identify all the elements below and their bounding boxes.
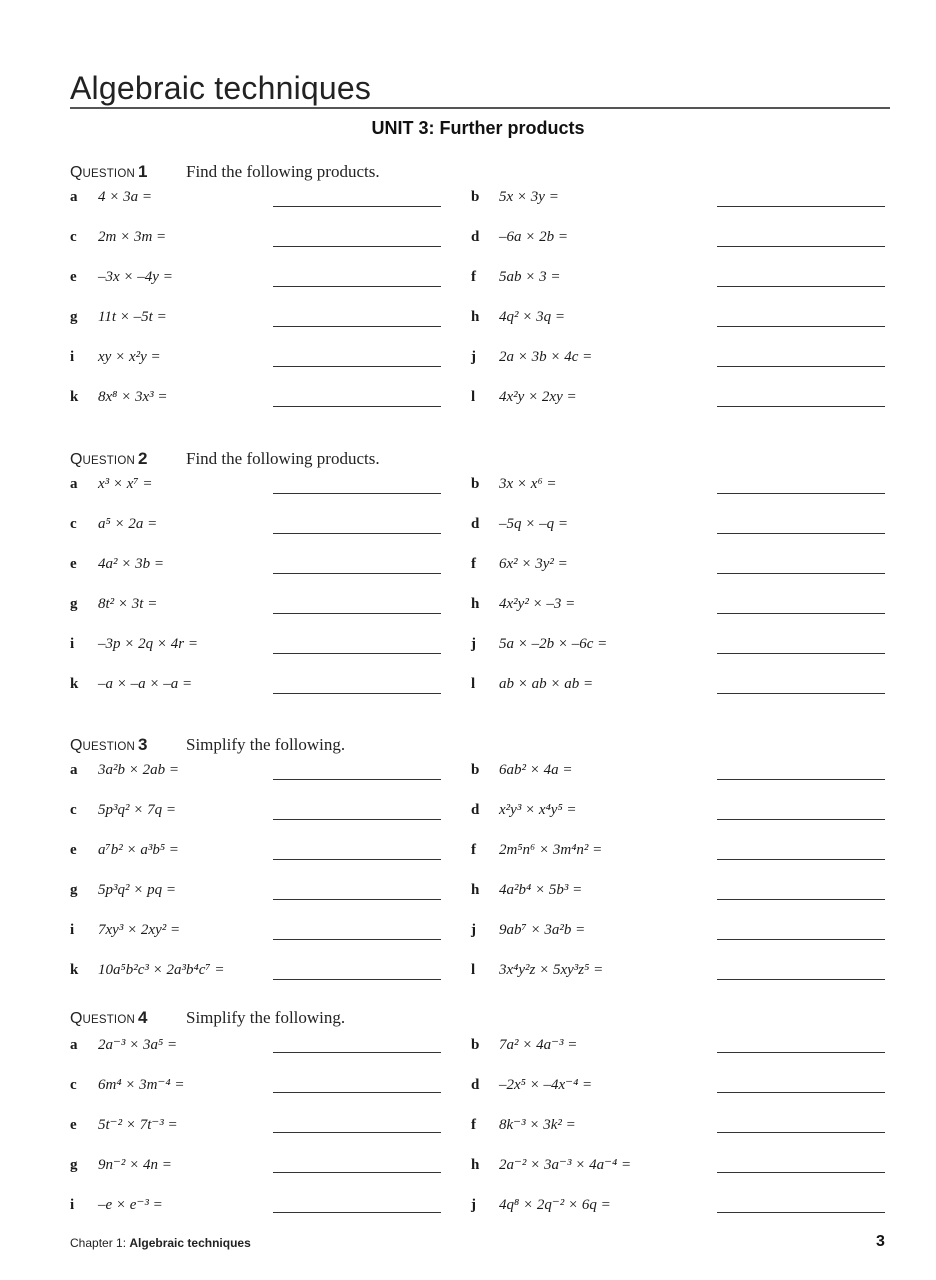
answer-line[interactable]: [273, 979, 441, 980]
question-instruction: Find the following products.: [186, 162, 380, 181]
question-item: [471, 922, 585, 946]
item-expression: 7a² × 4a⁻³ =: [499, 1037, 578, 1053]
item-expression: 3x⁴y²z × 5xy³z⁵ =: [499, 962, 604, 978]
item-expression: 8k⁻³ × 3k² =: [499, 1117, 576, 1133]
question-3-heading: [70, 735, 345, 757]
answer-line[interactable]: [717, 1052, 885, 1053]
question-item: [471, 676, 593, 700]
answer-line[interactable]: [273, 1212, 441, 1213]
question-item: [471, 229, 568, 253]
question-item: [70, 229, 166, 253]
item-letter: j: [471, 922, 476, 938]
answer-line[interactable]: [717, 613, 885, 614]
item-expression: 4a²b⁴ × 5b³ =: [499, 882, 583, 898]
question-label: [70, 449, 148, 469]
item-letter: i: [70, 636, 75, 652]
answer-line[interactable]: [717, 1092, 885, 1093]
question-item: [70, 309, 167, 333]
question-label-initial: Q: [70, 737, 83, 754]
question-item: [70, 962, 224, 986]
item-expression: 4x²y × 2xy =: [499, 389, 577, 405]
answer-line[interactable]: [717, 859, 885, 860]
item-expression: xy × x²y =: [98, 349, 161, 365]
answer-line[interactable]: [273, 366, 441, 367]
item-expression: 5ab × 3 =: [499, 269, 561, 285]
item-expression: 11t × –5t =: [98, 309, 167, 325]
question-number: 3: [137, 735, 148, 754]
item-letter: h: [471, 596, 480, 612]
answer-line[interactable]: [717, 779, 885, 780]
question-label-initial: Q: [70, 164, 83, 181]
footer-chapter-prefix: Chapter 1:: [70, 1236, 130, 1250]
item-letter: d: [471, 802, 480, 818]
answer-line[interactable]: [717, 406, 885, 407]
unit-heading: UNIT 3: Further products: [371, 118, 585, 138]
answer-line[interactable]: [273, 406, 441, 407]
question-item: [70, 922, 180, 946]
question-item: [471, 842, 602, 866]
answer-line[interactable]: [717, 493, 885, 494]
answer-line[interactable]: [273, 1132, 441, 1133]
answer-line[interactable]: [717, 1132, 885, 1133]
question-item: [471, 1035, 577, 1059]
item-expression: 9n⁻² × 4n =: [98, 1157, 172, 1173]
answer-line[interactable]: [717, 979, 885, 980]
item-letter: k: [70, 389, 79, 405]
item-expression: 4q⁸ × 2q⁻² × 6q =: [499, 1197, 611, 1213]
item-letter: b: [471, 189, 480, 205]
page-number: 3: [876, 1233, 885, 1250]
item-letter: i: [70, 922, 75, 938]
question-item: [471, 269, 561, 293]
item-letter: c: [70, 516, 77, 532]
answer-line[interactable]: [273, 613, 441, 614]
item-letter: a: [70, 476, 78, 492]
item-letter: g: [70, 882, 78, 898]
item-letter: f: [471, 556, 476, 572]
page-title: Algebraic techniques: [70, 70, 372, 106]
item-expression: 3a²b × 2ab =: [98, 762, 179, 778]
item-expression: –2x⁵ × –4x⁻⁴ =: [499, 1077, 593, 1093]
answer-line[interactable]: [273, 573, 441, 574]
item-letter: d: [471, 229, 480, 245]
answer-line[interactable]: [273, 1052, 441, 1053]
question-label-rest: UESTION: [82, 1014, 135, 1026]
item-letter: e: [70, 269, 77, 285]
item-letter: e: [70, 1117, 77, 1133]
question-item: [70, 1155, 172, 1179]
question-item: [70, 1075, 185, 1099]
item-expression: 4q² × 3q =: [499, 309, 565, 325]
item-letter: h: [471, 309, 480, 325]
question-item: [471, 309, 565, 333]
item-letter: k: [70, 962, 79, 978]
answer-line[interactable]: [717, 819, 885, 820]
question-item: [471, 556, 568, 580]
question-label-rest: UESTION: [82, 168, 135, 180]
answer-line[interactable]: [273, 653, 441, 654]
item-expression: 8x⁸ × 3x³ =: [98, 389, 168, 405]
item-expression: 5x × 3y =: [499, 189, 559, 205]
question-item: [471, 349, 592, 373]
item-letter: k: [70, 676, 79, 692]
question-item: [70, 676, 192, 700]
answer-line[interactable]: [717, 899, 885, 900]
item-expression: 2a⁻³ × 3a⁵ =: [98, 1037, 178, 1053]
question-item: [471, 1075, 592, 1099]
item-letter: a: [70, 762, 78, 778]
question-4-heading: [70, 1008, 345, 1030]
question-label-rest: UESTION: [82, 741, 135, 753]
item-expression: –a × –a × –a =: [98, 676, 193, 692]
answer-line[interactable]: [717, 533, 885, 534]
answer-line[interactable]: [273, 493, 441, 494]
item-letter: f: [471, 269, 476, 285]
question-label-initial: Q: [70, 1010, 83, 1027]
item-letter: b: [471, 762, 480, 778]
question-item: [471, 389, 577, 413]
question-item: [70, 516, 157, 540]
footer-chapter: [70, 1236, 251, 1250]
question-1-heading: [70, 162, 380, 184]
answer-line[interactable]: [717, 206, 885, 207]
question-item: [70, 842, 179, 866]
item-expression: 2a⁻² × 3a⁻³ × 4a⁻⁴ =: [499, 1157, 632, 1173]
item-expression: x²y³ × x⁴y⁵ =: [499, 802, 577, 818]
item-letter: f: [471, 1117, 476, 1133]
question-instruction: Simplify the following.: [186, 1008, 346, 1027]
answer-line[interactable]: [717, 246, 885, 247]
item-letter: g: [70, 596, 78, 612]
item-expression: a⁷b² × a³b⁵ =: [98, 842, 179, 858]
answer-line[interactable]: [717, 366, 885, 367]
item-expression: ab × ab × ab =: [499, 676, 594, 692]
question-item: [70, 596, 157, 620]
item-letter: c: [70, 802, 77, 818]
answer-line[interactable]: [717, 1172, 885, 1173]
question-item: [70, 1035, 177, 1059]
question-label: [70, 1008, 148, 1028]
item-letter: a: [70, 1037, 78, 1053]
item-expression: 6ab² × 4a =: [499, 762, 573, 778]
item-letter: e: [70, 556, 77, 572]
answer-line[interactable]: [273, 1092, 441, 1093]
question-item: [70, 882, 176, 906]
question-item: [70, 636, 198, 660]
question-number: 2: [137, 449, 148, 468]
answer-line[interactable]: [273, 693, 441, 694]
question-instruction: Find the following products.: [186, 449, 380, 468]
question-item: [70, 269, 173, 293]
item-letter: j: [471, 636, 476, 652]
item-letter: b: [471, 1037, 480, 1053]
item-expression: 2m⁵n⁶ × 3m⁴n² =: [499, 842, 603, 858]
question-item: [471, 762, 573, 786]
item-letter: e: [70, 842, 77, 858]
item-expression: 2a × 3b × 4c =: [499, 349, 593, 365]
question-item: [471, 596, 575, 620]
question-item: [70, 349, 161, 373]
question-label: [70, 162, 148, 182]
question-number: 1: [137, 162, 148, 181]
question-item: [70, 762, 179, 786]
item-expression: 4a² × 3b =: [98, 556, 164, 572]
question-item: [471, 882, 582, 906]
answer-line[interactable]: [273, 779, 441, 780]
question-label-rest: UESTION: [82, 455, 135, 467]
answer-line[interactable]: [717, 1212, 885, 1213]
item-expression: 5t⁻² × 7t⁻³ =: [98, 1117, 178, 1133]
item-expression: 8t² × 3t =: [98, 596, 158, 612]
item-letter: h: [471, 1157, 480, 1173]
item-letter: i: [70, 349, 75, 365]
item-letter: l: [471, 962, 476, 978]
item-letter: j: [471, 1197, 476, 1213]
item-expression: –e × e⁻³ =: [98, 1197, 163, 1213]
item-letter: d: [471, 1077, 480, 1093]
question-item: [70, 1115, 178, 1139]
question-item: [471, 189, 559, 213]
question-item: [471, 516, 568, 540]
item-expression: 5p³q² × pq =: [98, 882, 176, 898]
question-item: [471, 1195, 611, 1219]
question-instruction: Simplify the following.: [186, 735, 346, 754]
answer-line[interactable]: [717, 939, 885, 940]
item-expression: 6x² × 3y² =: [499, 556, 568, 572]
item-expression: a⁵ × 2a =: [98, 516, 158, 532]
question-2-heading: [70, 449, 380, 471]
question-item: [471, 1115, 576, 1139]
item-expression: 7xy³ × 2xy² =: [98, 922, 181, 938]
question-item: [471, 802, 577, 826]
item-expression: 9ab⁷ × 3a²b =: [499, 922, 586, 938]
answer-line[interactable]: [273, 1172, 441, 1173]
question-item: [70, 476, 153, 500]
answer-line[interactable]: [273, 859, 441, 860]
answer-line[interactable]: [717, 653, 885, 654]
item-expression: –6a × 2b =: [499, 229, 568, 245]
item-letter: a: [70, 189, 78, 205]
item-expression: 4 × 3a =: [98, 189, 152, 205]
question-item: [70, 802, 176, 826]
question-item: [471, 476, 557, 500]
answer-line[interactable]: [273, 819, 441, 820]
item-expression: 2m × 3m =: [98, 229, 167, 245]
question-number: 4: [137, 1008, 148, 1027]
item-expression: –5q × –q =: [499, 516, 568, 532]
answer-line[interactable]: [273, 206, 441, 207]
title-divider: [70, 107, 890, 109]
item-letter: d: [471, 516, 480, 532]
item-letter: f: [471, 842, 476, 858]
item-letter: h: [471, 882, 480, 898]
footer-chapter-title: Algebraic techniques: [129, 1236, 251, 1250]
question-item: [70, 1195, 163, 1219]
question-item: [70, 556, 164, 580]
answer-line[interactable]: [717, 286, 885, 287]
item-letter: c: [70, 1077, 77, 1093]
answer-line[interactable]: [273, 326, 441, 327]
answer-line[interactable]: [273, 533, 441, 534]
answer-line[interactable]: [273, 246, 441, 247]
question-label: [70, 735, 148, 755]
question-item: [471, 636, 607, 660]
answer-line[interactable]: [717, 693, 885, 694]
question-item: [70, 389, 168, 413]
item-letter: c: [70, 229, 77, 245]
answer-line[interactable]: [273, 939, 441, 940]
item-expression: x³ × x⁷ =: [98, 476, 153, 492]
question-label-initial: Q: [70, 451, 83, 468]
item-letter: l: [471, 676, 476, 692]
item-expression: 6m⁴ × 3m⁻⁴ =: [98, 1077, 185, 1093]
item-expression: 4x²y² × –3 =: [499, 596, 576, 612]
item-letter: i: [70, 1197, 75, 1213]
item-letter: g: [70, 309, 78, 325]
item-letter: b: [471, 476, 480, 492]
answer-line[interactable]: [717, 326, 885, 327]
item-expression: 5p³q² × 7q =: [98, 802, 176, 818]
answer-line[interactable]: [273, 286, 441, 287]
answer-line[interactable]: [717, 573, 885, 574]
answer-line[interactable]: [273, 899, 441, 900]
item-letter: j: [471, 349, 476, 365]
item-expression: 5a × –2b × –6c =: [499, 636, 608, 652]
question-item: [70, 189, 152, 213]
item-letter: l: [471, 389, 476, 405]
item-expression: 3x × x⁶ =: [499, 476, 557, 492]
item-expression: –3x × –4y =: [98, 269, 173, 285]
item-expression: 10a⁵b²c³ × 2a³b⁴c⁷ =: [98, 962, 225, 978]
item-expression: –3p × 2q × 4r =: [98, 636, 198, 652]
question-item: [471, 1155, 631, 1179]
question-item: [471, 962, 603, 986]
item-letter: g: [70, 1157, 78, 1173]
